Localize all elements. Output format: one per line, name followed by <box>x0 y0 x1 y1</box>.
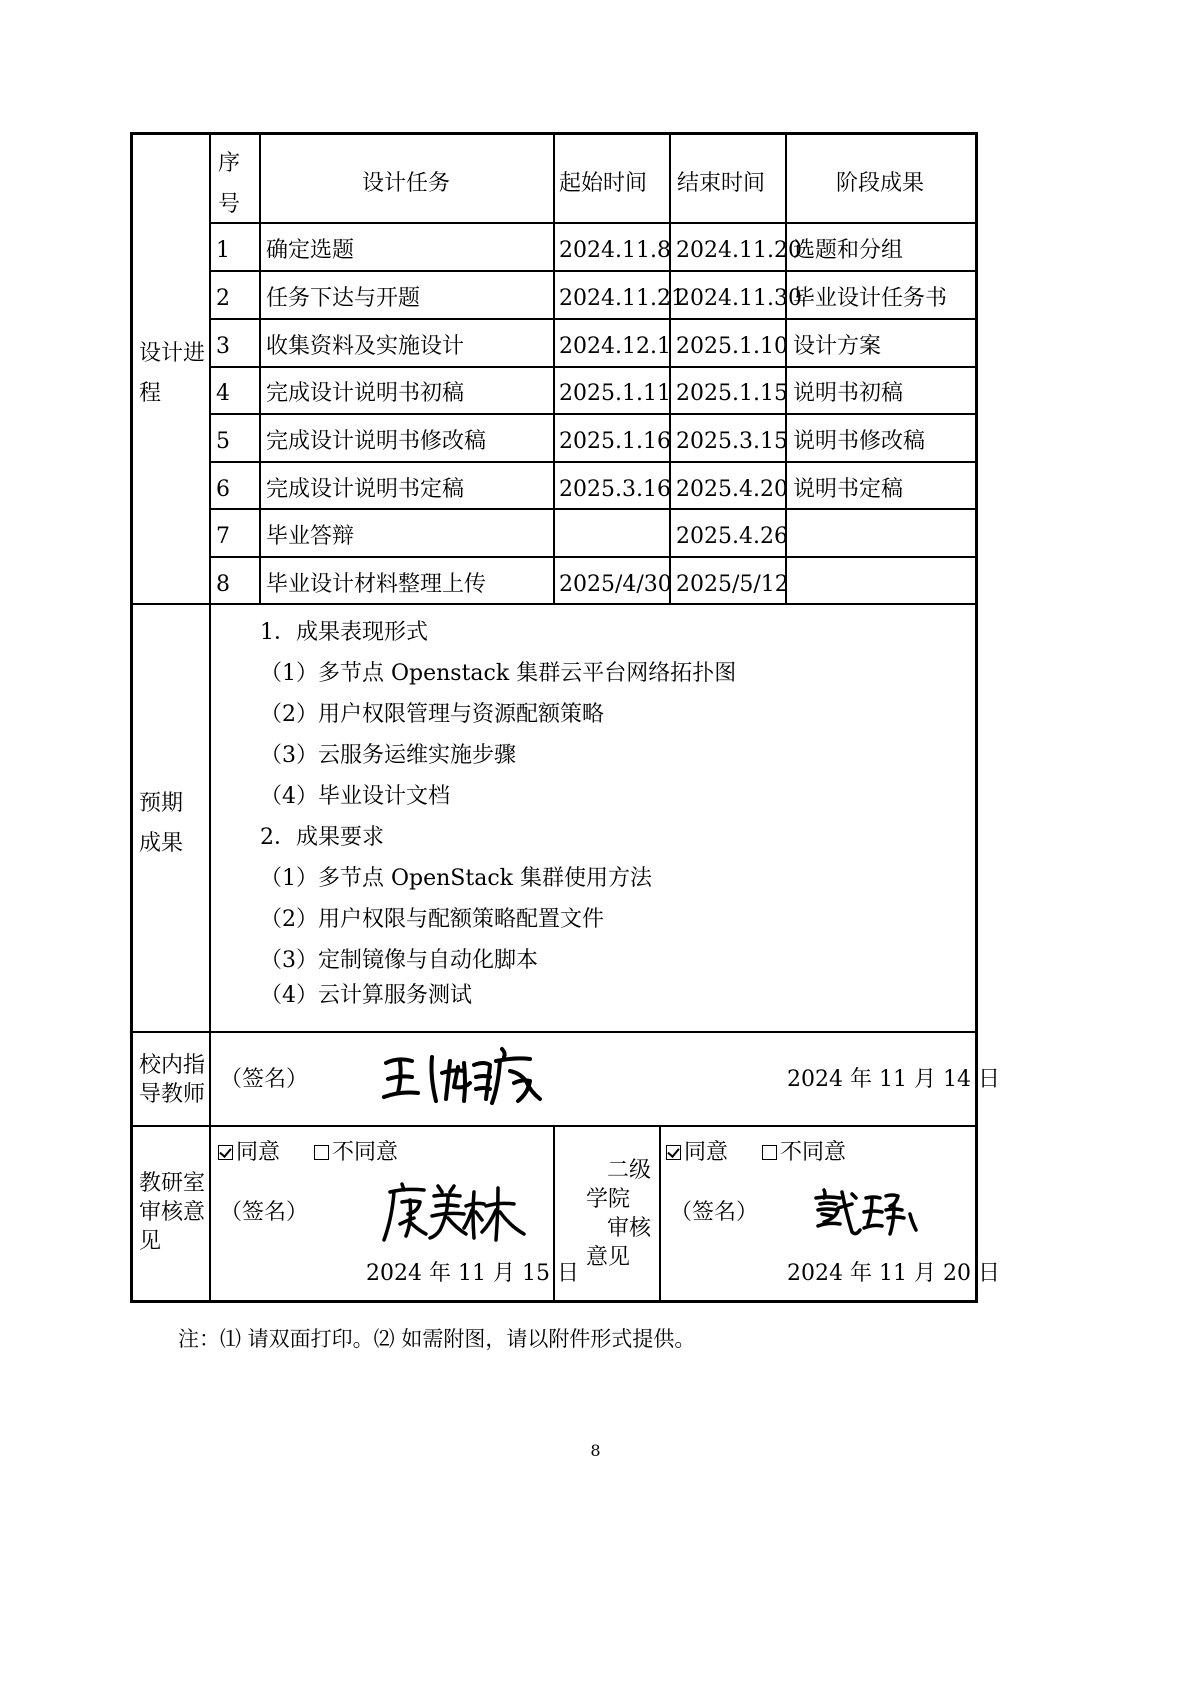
header-task: 设计任务 <box>361 171 450 196</box>
college-label: 意见 <box>586 1245 631 1270</box>
row-result: 毕业设计任务书 <box>793 286 948 311</box>
row-task: 完成设计说明书修改稿 <box>266 429 487 454</box>
dept-signature <box>380 1178 530 1248</box>
dept-agree-checkbox[interactable] <box>218 1145 233 1160</box>
header-seq: 号 <box>218 192 241 217</box>
college-date: 2024 年 11 月 20 日 <box>787 1261 1000 1286</box>
row-seq: 2 <box>216 286 230 311</box>
college-signature <box>812 1184 922 1240</box>
row-seq: 6 <box>216 477 230 502</box>
row-seq: 1 <box>216 238 230 263</box>
row-task: 收集资料及实施设计 <box>266 334 465 359</box>
header-result: 阶段成果 <box>835 171 924 196</box>
dept-label: 教研室 <box>139 1171 206 1196</box>
row-seq: 3 <box>216 334 230 359</box>
expected-line: 1．成果表现形式 <box>260 620 428 645</box>
row-start: 2025.1.16 <box>559 429 671 454</box>
row-result: 选题和分组 <box>793 238 904 263</box>
row-result: 设计方案 <box>793 334 882 359</box>
advisor-sign-label: （签名） <box>220 1067 309 1092</box>
row-start: 2024.12.1 <box>559 334 671 359</box>
row-seq: 5 <box>216 429 230 454</box>
college-agree-checkbox[interactable] <box>666 1145 681 1160</box>
row-start: 2025.1.11 <box>559 381 671 406</box>
row-result: 说明书定稿 <box>793 477 904 502</box>
row-end: 2025.3.15 <box>676 429 788 454</box>
college-label: 审核 <box>607 1216 652 1241</box>
expected-label: 成果 <box>139 831 184 856</box>
row-result: 说明书初稿 <box>793 381 904 406</box>
row-task: 完成设计说明书定稿 <box>266 477 465 502</box>
row-task: 任务下达与开题 <box>266 286 421 311</box>
dept-label: 见 <box>139 1229 162 1254</box>
row-task: 确定选题 <box>266 238 355 263</box>
expected-line: （1）多节点 Openstack 集群云平台网络拓扑图 <box>260 661 737 686</box>
expected-line: （4）毕业设计文档 <box>260 784 450 809</box>
dept-disagree-checkbox[interactable] <box>314 1145 329 1160</box>
college-label: 学院 <box>586 1187 631 1212</box>
row-seq: 8 <box>216 572 230 597</box>
expected-line: （2）用户权限管理与资源配额策略 <box>260 702 604 727</box>
row-task: 完成设计说明书初稿 <box>266 381 465 406</box>
row-seq: 7 <box>216 524 230 549</box>
row-end: 2024.11.20 <box>676 238 802 263</box>
progress-label: 设计进 <box>139 341 206 366</box>
college-label: 二级 <box>607 1158 652 1183</box>
expected-line: 2．成果要求 <box>260 825 384 850</box>
row-start: 2024.11.21 <box>559 286 685 311</box>
expected-line: （1）多节点 OpenStack 集群使用方法 <box>260 866 652 891</box>
advisor-date: 2024 年 11 月 14 日 <box>787 1067 1000 1092</box>
row-end: 2025.1.15 <box>676 381 788 406</box>
college-agree-label: 同意 <box>684 1140 729 1165</box>
expected-label: 预期 <box>139 791 184 816</box>
row-task: 毕业设计材料整理上传 <box>266 572 487 597</box>
dept-agree-label: 同意 <box>236 1140 281 1165</box>
expected-line: （2）用户权限与配额策略配置文件 <box>260 907 604 932</box>
college-disagree-label: 不同意 <box>780 1140 847 1165</box>
expected-line: （3）定制镜像与自动化脚本 <box>260 948 538 973</box>
footnote: 注：⑴ 请双面打印。⑵ 如需附图，请以附件形式提供。 <box>178 1327 696 1351</box>
header-end: 结束时间 <box>677 171 766 196</box>
expected-line: （4）云计算服务测试 <box>260 983 472 1008</box>
row-end: 2025.1.10 <box>676 334 788 359</box>
row-end: 2025.4.26 <box>676 524 788 549</box>
row-end: 2025/5/12 <box>676 572 789 597</box>
row-start: 2024.11.8 <box>559 238 671 263</box>
expected-line: （3）云服务运维实施步骤 <box>260 743 516 768</box>
dept-sign-label: （签名） <box>220 1200 309 1225</box>
row-end: 2025.4.20 <box>676 477 788 502</box>
header-seq: 序 <box>218 151 241 176</box>
college-opinion <box>666 1140 846 1166</box>
dept-disagree-label: 不同意 <box>332 1140 399 1165</box>
college-sign-label: （签名） <box>670 1200 759 1225</box>
advisor-signature <box>380 1043 550 1113</box>
dept-opinion <box>218 1140 398 1166</box>
dept-label: 审核意 <box>139 1200 206 1225</box>
row-result: 说明书修改稿 <box>793 429 926 454</box>
college-disagree-checkbox[interactable] <box>762 1145 777 1160</box>
row-task: 毕业答辩 <box>266 524 355 549</box>
row-start: 2025/4/30 <box>559 572 672 597</box>
row-start: 2025.3.16 <box>559 477 671 502</box>
header-start: 起始时间 <box>559 171 648 196</box>
row-end: 2024.11.30 <box>676 286 802 311</box>
advisor-label: 导教师 <box>139 1082 206 1107</box>
row-seq: 4 <box>216 381 230 406</box>
advisor-label: 校内指 <box>139 1053 206 1078</box>
progress-label: 程 <box>139 381 162 406</box>
dept-date: 2024 年 11 月 15 日 <box>366 1261 579 1286</box>
page-number: 8 <box>590 1441 601 1460</box>
